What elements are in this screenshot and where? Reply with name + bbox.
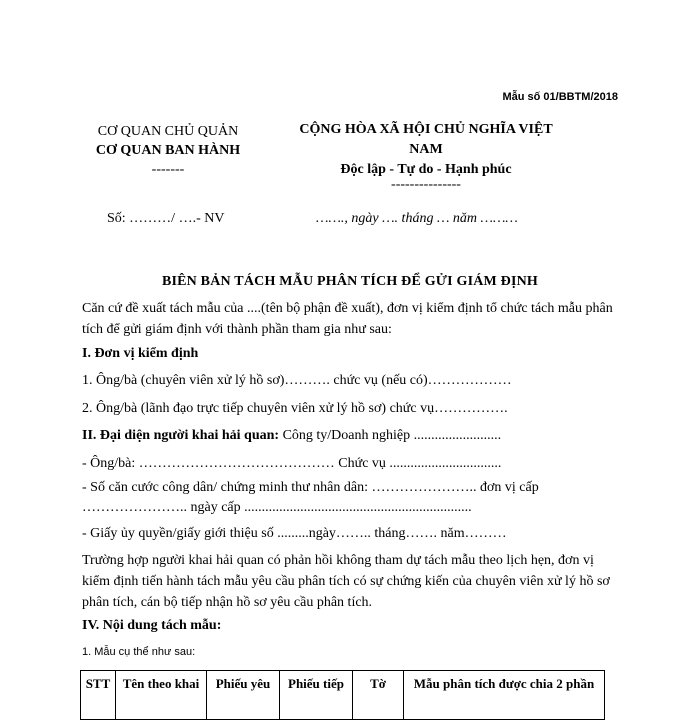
col-stt: STT <box>81 671 116 720</box>
supervisor-line: 2. Ông/bà (lãnh đạo trực tiếp chuyên viên xử lý hồ sơ) chức vụ……………. <box>82 401 508 416</box>
note-paragraph: Trường hợp người khai hải quan có phản hồi không tham dự tách mẫu theo lịch hẹn, đơn vị kiểm định tiến hành tách mẫu yêu cầu phân tích có sự chứng kiến của chuyên viên xử lý hồ sơ phân tích, cán bộ tiếp nhận hồ sơ yêu cầu phân tích. <box>82 553 610 610</box>
section4-heading: IV. Nội dung tách mẫu: <box>82 618 222 633</box>
col-sheet: Tờ <box>353 671 404 720</box>
country-name-line2: NAM <box>409 142 443 157</box>
section1-heading: I. Đơn vị kiểm định <box>82 346 199 361</box>
issuing-agency-header <box>78 122 258 179</box>
issuing-agency: CƠ QUAN BAN HÀNH <box>95 143 241 158</box>
id-number-line: - Số căn cước công dân/ chứng minh thư nhân dân: ………………….. đơn vị cấp <box>82 480 539 495</box>
col-sample-split: Mẫu phân tích được chia 2 phần <box>404 671 605 720</box>
col-request-form: Phiếu yêu <box>207 671 280 720</box>
national-motto: Độc lập - Tự do - Hạnh phúc <box>340 162 512 177</box>
document-title: BIÊN BẢN TÁCH MẪU PHÂN TÍCH ĐỂ GỬI GIÁM ĐỊNH <box>161 274 539 289</box>
country-name-line1: CỘNG HÒA XÃ HỘI CHỦ NGHĨA VIỆT <box>299 122 553 137</box>
col-declared-name: Tên theo khai <box>116 671 207 720</box>
national-header <box>280 120 572 190</box>
authorization-line: - Giấy ủy quyền/giấy giới thiệu số .........ngày…….. tháng……. năm……… <box>82 526 507 541</box>
form-code: Mẫu số 01/BBTM/2018 <box>502 91 618 103</box>
company-field: Công ty/Doanh nghiệp ......................... <box>279 428 502 443</box>
inspector-line: 1. Ông/bà (chuyên viên xử lý hồ sơ)………. chức vụ (nếu có)……………… <box>82 373 512 388</box>
section2-heading: II. Đại diện người khai hải quan: <box>82 428 280 443</box>
col-receipt-form: Phiếu tiếp <box>280 671 353 720</box>
parent-agency: CƠ QUAN CHỦ QUẢN <box>97 124 239 139</box>
representative-line: - Ông/bà: …………………………………… Chức vụ ................................ <box>82 456 502 471</box>
section4-subheading: 1. Mẫu cụ thể như sau: <box>82 646 196 658</box>
id-issue-date-line: ………………….. ngày cấp ................................................................. <box>82 500 472 515</box>
document-number: Số: ………/ ….- NV <box>107 211 225 226</box>
table-header-row <box>81 671 605 720</box>
intro-paragraph: Căn cứ đề xuất tách mẫu của ....(tên bộ phận đề xuất), đơn vị kiểm định tổ chức tách mẫu phân tích để gửi giám định với thành phần tham gia như sau: <box>82 301 613 337</box>
left-divider: ------- <box>151 162 185 177</box>
document-date: ……., ngày …. tháng … năm ……… <box>316 211 518 226</box>
right-divider: --------------- <box>391 177 461 192</box>
sample-table <box>80 670 605 720</box>
section2-line <box>82 426 501 446</box>
